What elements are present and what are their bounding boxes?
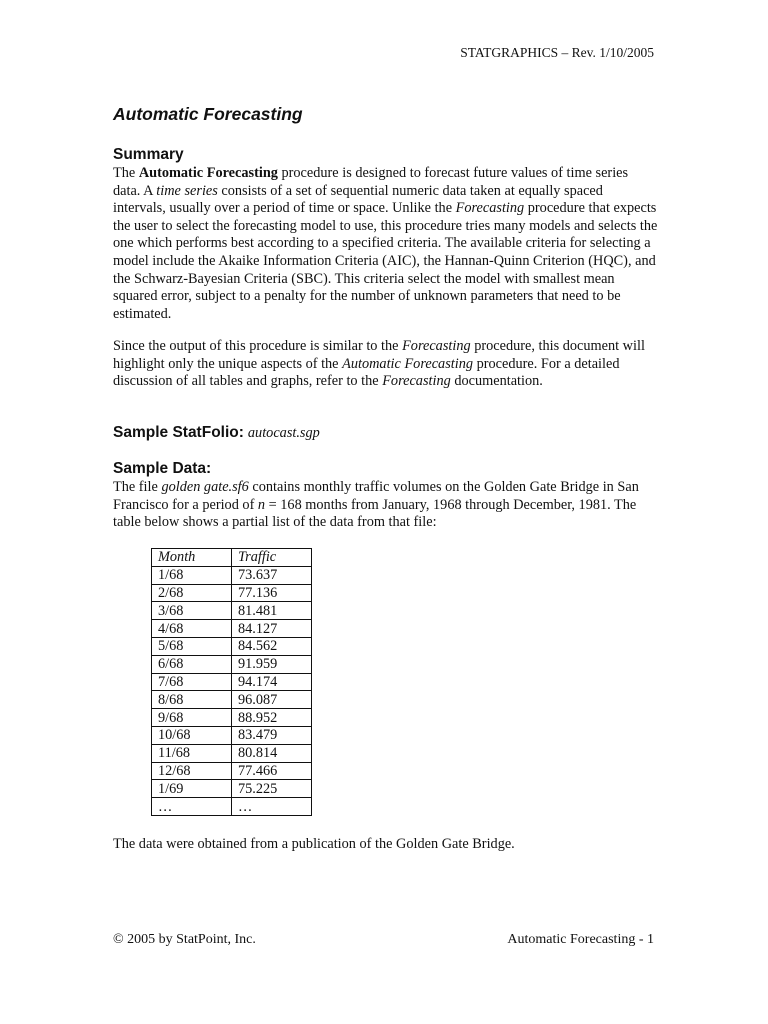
- month-cell: 2/68: [152, 584, 232, 602]
- summary-paragraph: [113, 165, 658, 323]
- bold-term: Automatic Forecasting: [138, 165, 278, 181]
- month-cell: 7/68: [152, 673, 232, 691]
- month-cell: 9/68: [152, 709, 232, 727]
- text-run: procedure that expects the user to select the forecasting model to use, this procedure tries many models and selects the one which performs best according to a specified criteria. The available criteria for selecting a model include the Akaike Information Criteria (AIC), the Hannan-Quinn Criterion (HQC), and the Schwarz-Bayesian Criteria (SBC). This criteria select the model with smallest mean squared error, subject to a penalty for the number of unknown parameters that need to be estimated.: [113, 200, 658, 322]
- traffic-cell: 84.127: [232, 620, 312, 638]
- month-cell: 1/69: [152, 780, 232, 798]
- statfolio-file: autocast.sgp: [247, 425, 320, 441]
- month-cell: 4/68: [152, 620, 232, 638]
- traffic-cell: …: [232, 798, 312, 816]
- traffic-cell: 73.637: [232, 566, 312, 584]
- traffic-cell: 84.562: [232, 637, 312, 655]
- table-row: [152, 655, 312, 673]
- running-head: STATGRAPHICS – Rev. 1/10/2005: [460, 45, 654, 60]
- italic-term: Forecasting: [382, 373, 451, 390]
- italic-term: n: [257, 496, 266, 513]
- traffic-cell: 83.479: [232, 726, 312, 744]
- summary-section: [113, 146, 658, 323]
- month-cell: 3/68: [152, 602, 232, 620]
- month-cell: 1/68: [152, 566, 232, 584]
- document-title: Automatic Forecasting: [113, 104, 303, 124]
- traffic-cell: 91.959: [232, 655, 312, 673]
- italic-term: time series: [156, 182, 218, 199]
- month-cell: 10/68: [152, 726, 232, 744]
- statfolio-label: Sample StatFolio:: [113, 424, 244, 441]
- italic-term: Forecasting: [455, 200, 525, 217]
- column-header-traffic: Traffic: [232, 549, 312, 567]
- statfolio-line: [113, 424, 320, 442]
- traffic-cell: 81.481: [232, 602, 312, 620]
- table-header-row: [152, 549, 312, 567]
- month-cell: 11/68: [152, 744, 232, 762]
- traffic-cell: 96.087: [232, 691, 312, 709]
- table-row: [152, 798, 312, 816]
- summary-heading: Summary: [113, 146, 184, 163]
- table-row: [152, 780, 312, 798]
- traffic-cell: 88.952: [232, 709, 312, 727]
- text-run: consists of a set of sequential numeric data taken at equally spaced intervals, usually over a period of time or space. Unlike the: [113, 182, 603, 217]
- text-run: documentation.: [450, 373, 543, 390]
- table-row: [152, 584, 312, 602]
- footer-copyright: © 2005 by StatPoint, Inc.: [113, 932, 256, 947]
- text-run: procedure. For a detailed discussion of all tables and graphs, refer to the: [113, 355, 620, 390]
- text-run: procedure is designed to forecast future values of time series data. A: [113, 165, 629, 199]
- text-run: = 168 months from January, 1968 through December, 1981. The table below shows a partial list of the data from that file:: [113, 496, 637, 531]
- text-run: Since the output of this procedure is similar to the: [113, 338, 403, 354]
- text-run: The: [113, 165, 139, 181]
- traffic-cell: 80.814: [232, 744, 312, 762]
- table-row: [152, 620, 312, 638]
- traffic-cell: 75.225: [232, 780, 312, 798]
- table-row: [152, 744, 312, 762]
- month-cell: 5/68: [152, 637, 232, 655]
- file-name: golden gate.sf6: [161, 479, 249, 495]
- month-cell: 8/68: [152, 691, 232, 709]
- month-cell: 6/68: [152, 655, 232, 673]
- sample-data-section: [113, 460, 658, 532]
- table-row: [152, 726, 312, 744]
- table-row: [152, 762, 312, 780]
- table-row: [152, 602, 312, 620]
- text-run: contains monthly traffic volumes on the Golden Gate Bridge in San Francisco for a period of: [113, 479, 639, 513]
- italic-term: Automatic Forecasting: [342, 355, 474, 372]
- sample-data-heading: Sample Data:: [113, 460, 212, 477]
- table-row: [152, 673, 312, 691]
- footer-page-label: Automatic Forecasting - 1: [507, 932, 654, 947]
- traffic-cell: 94.174: [232, 673, 312, 691]
- month-cell: 12/68: [152, 762, 232, 780]
- table-row: [152, 691, 312, 709]
- month-cell: …: [152, 798, 232, 816]
- table-row: [152, 566, 312, 584]
- traffic-cell: 77.136: [232, 584, 312, 602]
- source-note: The data were obtained from a publication of the Golden Gate Bridge.: [113, 836, 515, 852]
- traffic-table: [151, 548, 312, 816]
- summary-paragraph-2: [113, 338, 658, 391]
- column-header-month: Month: [152, 549, 232, 567]
- table-row: [152, 637, 312, 655]
- sample-data-paragraph: [113, 479, 658, 532]
- text-run: procedure, this document will highlight only the unique aspects of the: [113, 338, 645, 372]
- italic-term: Forecasting: [402, 338, 471, 354]
- traffic-cell: 77.466: [232, 762, 312, 780]
- table-row: [152, 709, 312, 727]
- text-run: The file: [113, 479, 162, 495]
